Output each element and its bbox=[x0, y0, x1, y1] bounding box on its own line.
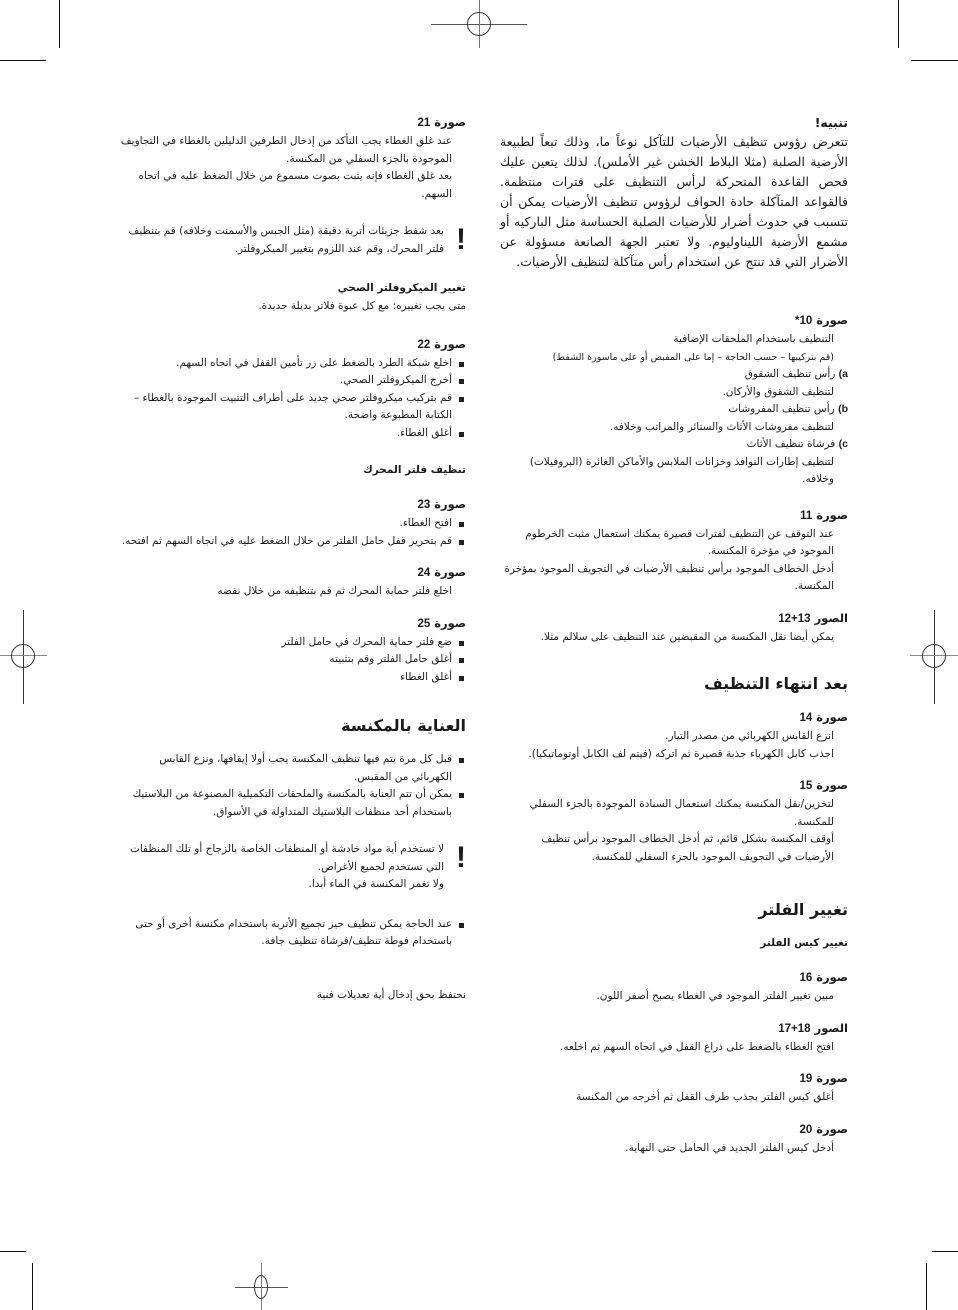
figure-22-steps bbox=[118, 355, 466, 443]
list-item: يمكن أن تتم العناية بالمكنسة والملحقات التكميلية المصنوعة من البلاستيك باستخدام أحد منظفات البلاستيك المتداولة في الأسواق. bbox=[118, 786, 466, 821]
list-item: أغلق حامل الفلتر وقم بتثبيته bbox=[118, 651, 466, 669]
figure-12-13-heading: الصور 13+12 bbox=[778, 610, 848, 625]
figure-22-section: صورة 22 اخلع شبكة الطرد بالضغط على زر تأمين القفل في اتجاه السهم. أخرج الميكروفلتر الصحي. قم بتركيب ميكروفلتر صحي جديد على أطراف التثبيت الموجودة بالغطاء – الكتابة المطبوعة واضحة. أغلق الغطاء. bbox=[118, 336, 466, 443]
crop-mark-tr-v bbox=[898, 0, 899, 48]
warning-body: تتعرض رؤوس تنظيف الأرضيات للتآكل نوعاً ما، وذلك تبعاً لطبيعة الأرضية الصلبة (مثلا البلاط الخشن غير الأملس). لذلك يتعين عليك فحص القاعدة المتحركة لرأس التنظيف على فترات منتظمة. فالقواعد المتآكلة حادة الحواف لرؤوس تنظيف الأرضيات يمكن أن تتسبب في حدوث أضرار للأرضيات الصلبة الحساسة مثل الباركيه أو مشمع الأرضية الليناوليوم. ولا تعتبر الجهة الصانعة مسؤولة عن الأضرار التي قد تنتج عن استخدام رأس متآكلة لتنظيف الأرضيات. bbox=[500, 134, 848, 269]
alert-fine-dust: ! بعد شفط جزيئات أتربة دقيقة (مثل الجبس والأسمنت وخلافه) قم بتنظيف فلتر المحرك، وقم عند اللزوم بتغيير الميكروفلتر. bbox=[128, 223, 466, 256]
registration-mark-bottom-circle bbox=[254, 1275, 268, 1299]
footer-note: نحتفظ بحق إدخال أية تعديلات فنية bbox=[316, 988, 466, 1001]
crop-mark-bl-h bbox=[0, 1251, 26, 1252]
figure-20-section: صورة 20 أدخل كيس الفلتر الجديد في الحامل حتى النهاية. bbox=[625, 1121, 848, 1154]
crop-mark-tl-h bbox=[0, 60, 46, 61]
care-list bbox=[118, 751, 466, 821]
figure-16-section: صورة 16 مبين تغيير الفلتر الموجود في الغطاء يصبح أصفر اللون. bbox=[596, 970, 848, 1002]
list-item: قبل كل مرة يتم فيها تنظيف المكنسة يجب أولا إيقافها، ونزع القابس الكهربائي من المقبس. bbox=[118, 751, 466, 786]
crop-mark-tl-v bbox=[59, 0, 60, 48]
list-item: قم بتحرير قفل حامل الفلتر من خلال الضغط عليه في اتجاه السهم ثم افتحه. bbox=[118, 533, 466, 551]
figure-23-section: صورة 23 افتح الغطاء. قم بتحرير قفل حامل الفلتر من خلال الضغط عليه في اتجاه السهم ثم افتحه. bbox=[118, 496, 466, 550]
registration-mark-left-circle bbox=[11, 644, 35, 668]
care-heading: العناية بالمكنسة bbox=[341, 716, 466, 735]
list-item: اخلع شبكة الطرد بالضغط على زر تأمين القفل في اتجاه السهم. bbox=[118, 355, 466, 373]
filter-change-heading: تغيير الفلتر bbox=[758, 900, 848, 919]
figure-12-13-section: الصور 13+12 يمكن أيضا نقل المكنسة من المقبضين عند التنظيف على سلالم مثلا. bbox=[500, 610, 848, 647]
accessory-item-a: a) رأس تنظيف الشقوق لتنظيف الشقوق والأركان. bbox=[722, 368, 848, 398]
figure-11-section: صورة 11 عند التوقف عن التنظيف لفترات قصيرة يمكنك استعمال مثبت الخرطوم الموجود في مؤخرة المكنسة. أدخل الخطاف الموجود برأس تنظيف الأرضيات في التجويف الموجود بمؤخرة المكنسة. bbox=[500, 507, 848, 596]
exclamation-icon: ! bbox=[456, 841, 466, 874]
crop-mark-br-h bbox=[932, 1251, 958, 1252]
warning-title: تنبيه! bbox=[814, 115, 848, 130]
microfilter-section: تغيير الميكروفلتر الصحي متى يجب تغييره: مع كل عبوة فلاتر بديلة جديدة. bbox=[118, 280, 466, 316]
crop-mark-bl-v bbox=[32, 1263, 33, 1310]
figure-10-line: التنظيف باستخدام الملحقات الإضافية bbox=[673, 333, 834, 345]
list-item: قم بتركيب ميكروفلتر صحي جديد على أطراف التثبيت الموجودة بالغطاء – الكتابة المطبوعة واضحة. bbox=[118, 390, 466, 425]
list-item: أغلق الغطاء. bbox=[118, 425, 466, 443]
left-column bbox=[118, 114, 466, 1004]
right-column bbox=[500, 114, 848, 1171]
care-list-2 bbox=[118, 916, 466, 951]
figure-10-section bbox=[500, 312, 848, 489]
figure-19-section: صورة 19 أغلق كيس الفلتر بجذب طرف القفل ثم أخرجه من المكنسة bbox=[576, 1071, 848, 1103]
figure-10-heading: صورة 10* bbox=[794, 313, 848, 327]
figure-10-line: (قم بتركيبها – حسب الحاجة – إما على المقبض أو على ماسورة الشفط) bbox=[552, 351, 834, 363]
list-item: عند الحاجة يمكن تنظيف حيز تجميع الأتربة باستخدام مكنسة أخرى أو حتى باستخدام فوطة تنظيف/فرشاة تنظيف جافة. bbox=[118, 916, 466, 951]
list-item: أخرج الميكروفلتر الصحي. bbox=[118, 372, 466, 390]
list-item: ضع فلتر حماية المحرك في حامل الفلتر bbox=[118, 634, 466, 652]
registration-mark-right-circle bbox=[922, 644, 946, 668]
motor-filter-title: تنظيف فلتر المحرك bbox=[363, 464, 466, 476]
filter-bag-subheading: تغيير كيس الفلتر bbox=[760, 937, 848, 949]
list-item: أغلق الغطاء bbox=[118, 669, 466, 687]
exclamation-icon: ! bbox=[456, 223, 466, 256]
crop-mark-br-v bbox=[926, 1263, 927, 1310]
accessory-item-c: c) فرشاة تنظيف الأثاث لتنظيف إطارات النوافذ وخزانات الملابس والأماكن الغائرة (البروفيلات) وخلافه. bbox=[529, 438, 848, 485]
figure-15-section: صورة 15 لتخزين/نقل المكنسة يمكنك استعمال السنادة الموجودة بالجزء السفلي للمكنسة. أوقف المكنسة بشكل قائم، ثم أدخل الخطاف الموجود برأس تنظيف الأرضيات في التجويف الموجود بالجزء السفلي للمكنسة. bbox=[529, 778, 848, 863]
accessory-item-b: b) رأس تنظيف المفروشات لتنظيف مفروشات الأثاث والستائر والمراتب وخلافه. bbox=[609, 403, 848, 433]
warning-block bbox=[500, 114, 848, 272]
alert-abrasives: ! لا تستخدم أية مواد خادشة أو المنظفات الخاصة بالزجاج أو تلك المنظفات التي تستخدم لجميع الأغراض. ولا تغمر المكنسة في الماء أبدا. bbox=[129, 841, 466, 890]
microfilter-title: تغيير الميكروفلتر الصحي bbox=[337, 282, 466, 294]
figure-14-section: صورة 14 انزع القابس الكهربائي من مصدر التيار. اجذب كابل الكهرباء جذبة قصيرة ثم اتركه (فيتم لف الكابل أوتوماتيكيا). bbox=[528, 710, 848, 760]
list-item: افتح الغطاء. bbox=[118, 515, 466, 533]
figure-25-section: صورة 25 ضع فلتر حماية المحرك في حامل الفلتر أغلق حامل الفلتر وقم بتثبيته أغلق الغطاء bbox=[118, 615, 466, 687]
after-cleaning-heading: بعد انتهاء التنظيف bbox=[704, 674, 848, 693]
figure-24-section: صورة 24 اخلع فلتر حماية المحرك ثم قم بتنظيفه من خلال نفضه bbox=[217, 565, 466, 597]
figure-11-heading: صورة 11 bbox=[800, 507, 848, 522]
crop-mark-tr-h bbox=[911, 60, 958, 61]
figure-21-section: صورة 21 عند غلق الغطاء يجب التأكد من إدخال الطرفين الدليلين بالغطاء في التجاويف الموجودة بالجزء السفلي من المكنسة. بعد غلق الغطاء فإنه يثبت بصوت مسموع من خلال الضغط عليه في اتجاه السهم. bbox=[120, 115, 466, 200]
registration-mark-top-circle bbox=[467, 12, 491, 36]
figure-17-18-section: الصور 18+17 افتح الغطاء بالضغط على ذراع القفل في اتجاه السهم ثم اخلعه. bbox=[560, 1020, 848, 1053]
